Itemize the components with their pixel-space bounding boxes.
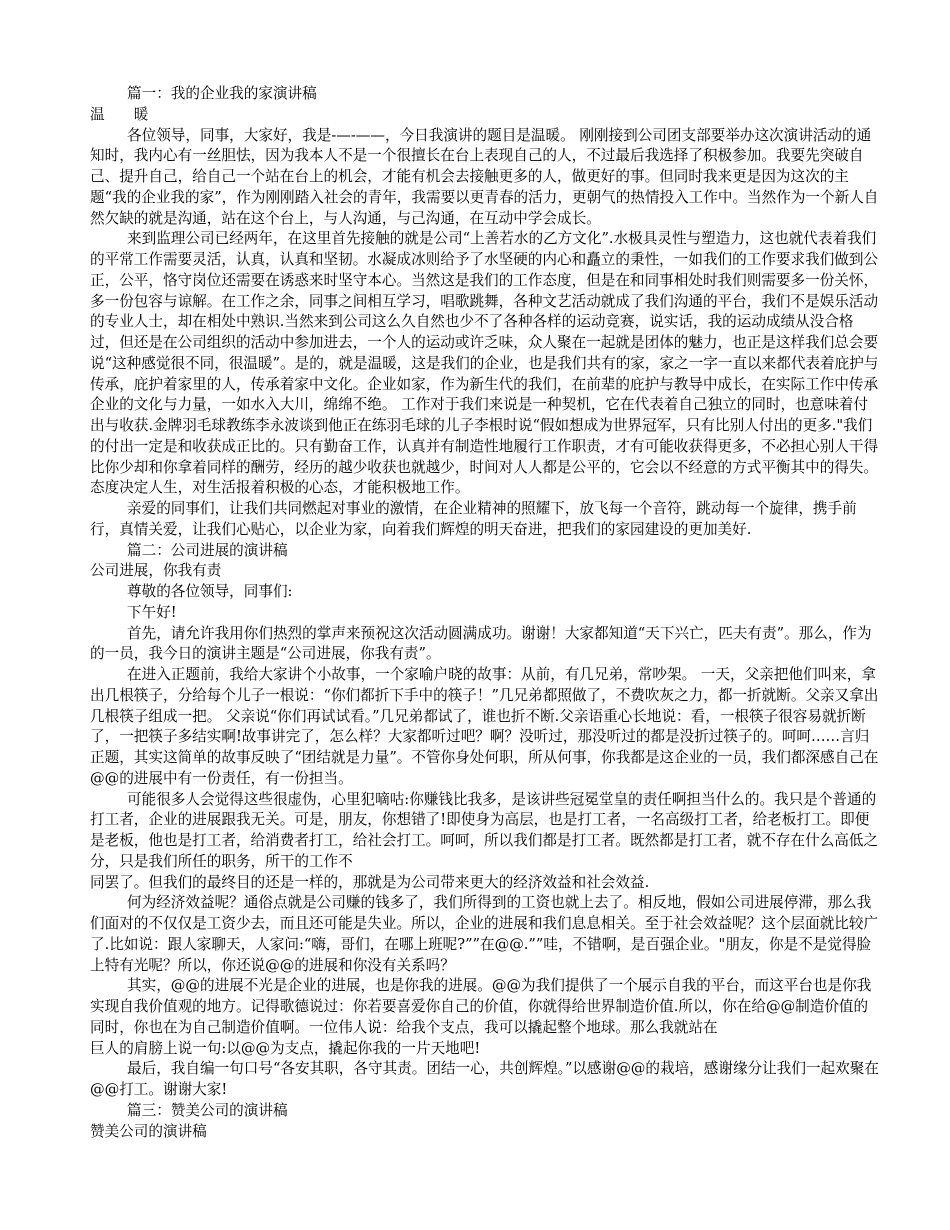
section-heading: 篇三：赞美公司的演讲稿 xyxy=(127,1101,288,1119)
document-body xyxy=(90,84,880,1142)
section-subtitle: 温 暖 xyxy=(90,105,149,123)
section-heading: 篇二：公司进展的演讲稿 xyxy=(127,541,288,559)
paragraph: 同罢了。但我们的最终目的还是一样的，那就是为公司带来更大的经济效益和社会效益. xyxy=(90,873,650,891)
paragraph: 何为经济效益呢？通俗点就是公司赚的钱多了，我们所得到的工资也就上去了。相反地，假如公司进展停滞，那么我们面对的不仅仅是工资少去，而且还可能是失业。所以，企业的进展和我们息息相关。至于社会效益呢？这个层面就比较广了.比如说：跟人家聊天，人家问:“嗨，哥们，在哪上班呢?””在@@.””哇，不错啊，是百强企业。"朋友，你是不是觉得脸上特有光呢？所以，你还说@@的进展和你没有关系吗？ xyxy=(90,894,879,974)
paragraph: 下午好! xyxy=(127,603,177,621)
paragraph: 其实，@@的进展不光是企业的进展，也是你我的进展。@@为我们提供了一个展示自我的平台，而这平台也是你我实现自我价值观的地方。记得歌德说过：你若要喜爱你自己的价值，你就得给世界制造价值.所以，你在给@@制造价值的同时，你也在为自己制造价值啊。一位伟人说：给我个支点，我可以撬起整个地球。那么我就站在 xyxy=(90,977,872,1036)
paragraph: 亲爱的同事们，让我们共同燃起对事业的激情，在企业精神的照耀下，放飞每一个音符，跳动每一个旋律，携手前行，真情关爱，让我们心贴心，以企业为家，向着我们辉煌的明天奋进，把我们的家园建设的更加美好. xyxy=(90,500,857,538)
section-subtitle: 赞美公司的演讲稿 xyxy=(90,1122,207,1140)
section-heading: 篇一：我的企业我的家演讲稿 xyxy=(127,85,317,102)
paragraph: 来到监理公司已经两年，在这里首先接触的就是公司“上善若水的乙方文化”.水极具灵性与塑造力，这也就代表着我们的平常工作需要灵活，认真，认真和坚韧。水凝成冰则给予了水坚硬的内心和矗立的秉性，一如我们的工作要求我们做到公正，公平，恪守岗位还需要在诱惑来时坚守本心。当然这是我们的工作态度，但是在和同事相处时我们则需要多一份关怀，多一份包容与谅解。在工作之余，同事之间相互学习，唱歌跳舞，各种文艺活动就成了我们沟通的平台，我们不是娱乐活动的专业人士，却在相处中熟识.当然来到公司这么久自然也少不了各种各样的运动竞赛，说实话，我的运动成绩从没合格过，但还是在公司组织的活动中参加进去，一个人的运动或许乏味，众人聚在一起就是团体的魅力，也正是这样我们总会要说“这种感觉很不同，很温暖”。是的，就是温暖，这是我们的企业，也是我们共有的家，家之一字一直以来都代表着庇护与传承，庇护着家里的人，传承着家中文化。企业如家，作为新生代的我们，在前辈的庇护与教导中成长，在实际工作中传承企业的文化与力量，一如水入大川，绵绵不绝。 工作对于我们来说是一种契机，它在代表着自己独立的同时，也意味着付出与收获.金牌羽毛球教练李永波谈到他正在练羽毛球的儿子李根时说“假如想成为世界冠军，只有比别人付出的更多."我们的付出一定是和收获成正比的。只有勤奋工作，认真并有制造性地履行工作职责，才有可能收获得更多，不必担心别人干得比你少却和你拿着同样的酬劳，经历的越少收获也就越少，时间对人人都是公平的，它会以不经意的方式平衡其中的得失。 态度决定人生，对生活报着积极的心态，才能积极地工作。 xyxy=(90,230,879,497)
paragraph: 各位领导，同事，大家好，我是-—-——，今日我演讲的题目是温暖。 刚刚接到公司团支部要举办这次演讲活动的通知时，我内心有一丝胆怯，因为我本人不是一个很擅长在台上表现自己的人，不过最后我选择了积极参加。我要先突破自己、提升自己，给自己一个站在台上的机会，才能有机会去接触更多的人，做更好的事。但同时我来更是因为这次的主题“我的企业我的家”，作为刚刚踏入社会的青年，我需要以更青春的活力，更朝气的热情投入工作中。当然作为一个新人自然欠缺的就是沟通，站在这个台上，与人沟通，与己沟通，在互动中学会成长。 xyxy=(90,126,879,227)
paragraph: 巨人的肩膀上说一句:以@@为支点，撬起你我的一片天地吧! xyxy=(90,1039,481,1057)
paragraph: 尊敬的各位领导，同事们: xyxy=(127,583,293,600)
paragraph: 首先，请允许我用你们热烈的掌声来预祝这次活动圆满成功。谢谢！大家都知道“天下兴亡，匹夫有责”。那么，作为的一员，我今日的演讲主题是“公司进展，你我有责”。 xyxy=(90,624,872,663)
paragraph: 最后，我自编一句口号“各安其职，各守其责。团结一心，共创辉煌。”以感谢@@的栽培，感谢缘分让我们一起欢聚在@@打工。谢谢大家! xyxy=(90,1060,879,1098)
section-subtitle: 公司进展，你我有责 xyxy=(90,562,222,580)
paragraph: 在进入正题前，我给大家讲个小故事，一个家喻户晓的故事：从前，有几兄弟，常吵架。 一天，父亲把他们叫来，拿出几根筷子，分给每个儿子一根说：“你们都折下手中的筷子！”几兄弟都照做了，不费吹灰之力，都一折就断。父亲又拿出几根筷子组成一把。 父亲说“你们再试试看。”几兄弟都试了，谁也折不断.父亲语重心长地说：看，一根筷子很容易就折断了，一把筷子多结实啊!故事讲完了，怎么样？大家都听过吧？啊？没听过，那没听过的都是没折过筷子的。呵呵……言归正题，其实这简单的故事反映了“团结就是力量”。不管你身处何职，所从何事，你我都是这企业的一员，我们都深感自己在@@的进展中有一份责任，有一份担当。 xyxy=(90,666,879,787)
paragraph: 可能很多人会觉得这些很虚伪，心里犯嘀咕:你赚钱比我多，是该讲些冠冕堂皇的责任啊担当什么的。我只是个普通的打工者，企业的进展跟我无关。可是，朋友，你想错了!即使身为高层，也是打工者，一名高级打工者，给老板打工。即便是老板，他也是打工者，给消费者打工，给社会打工。呵呵，所以我们都是打工者。既然都是打工者，就不存在什么高低之分，只是我们所任的职务，所干的工作不 xyxy=(90,790,879,870)
